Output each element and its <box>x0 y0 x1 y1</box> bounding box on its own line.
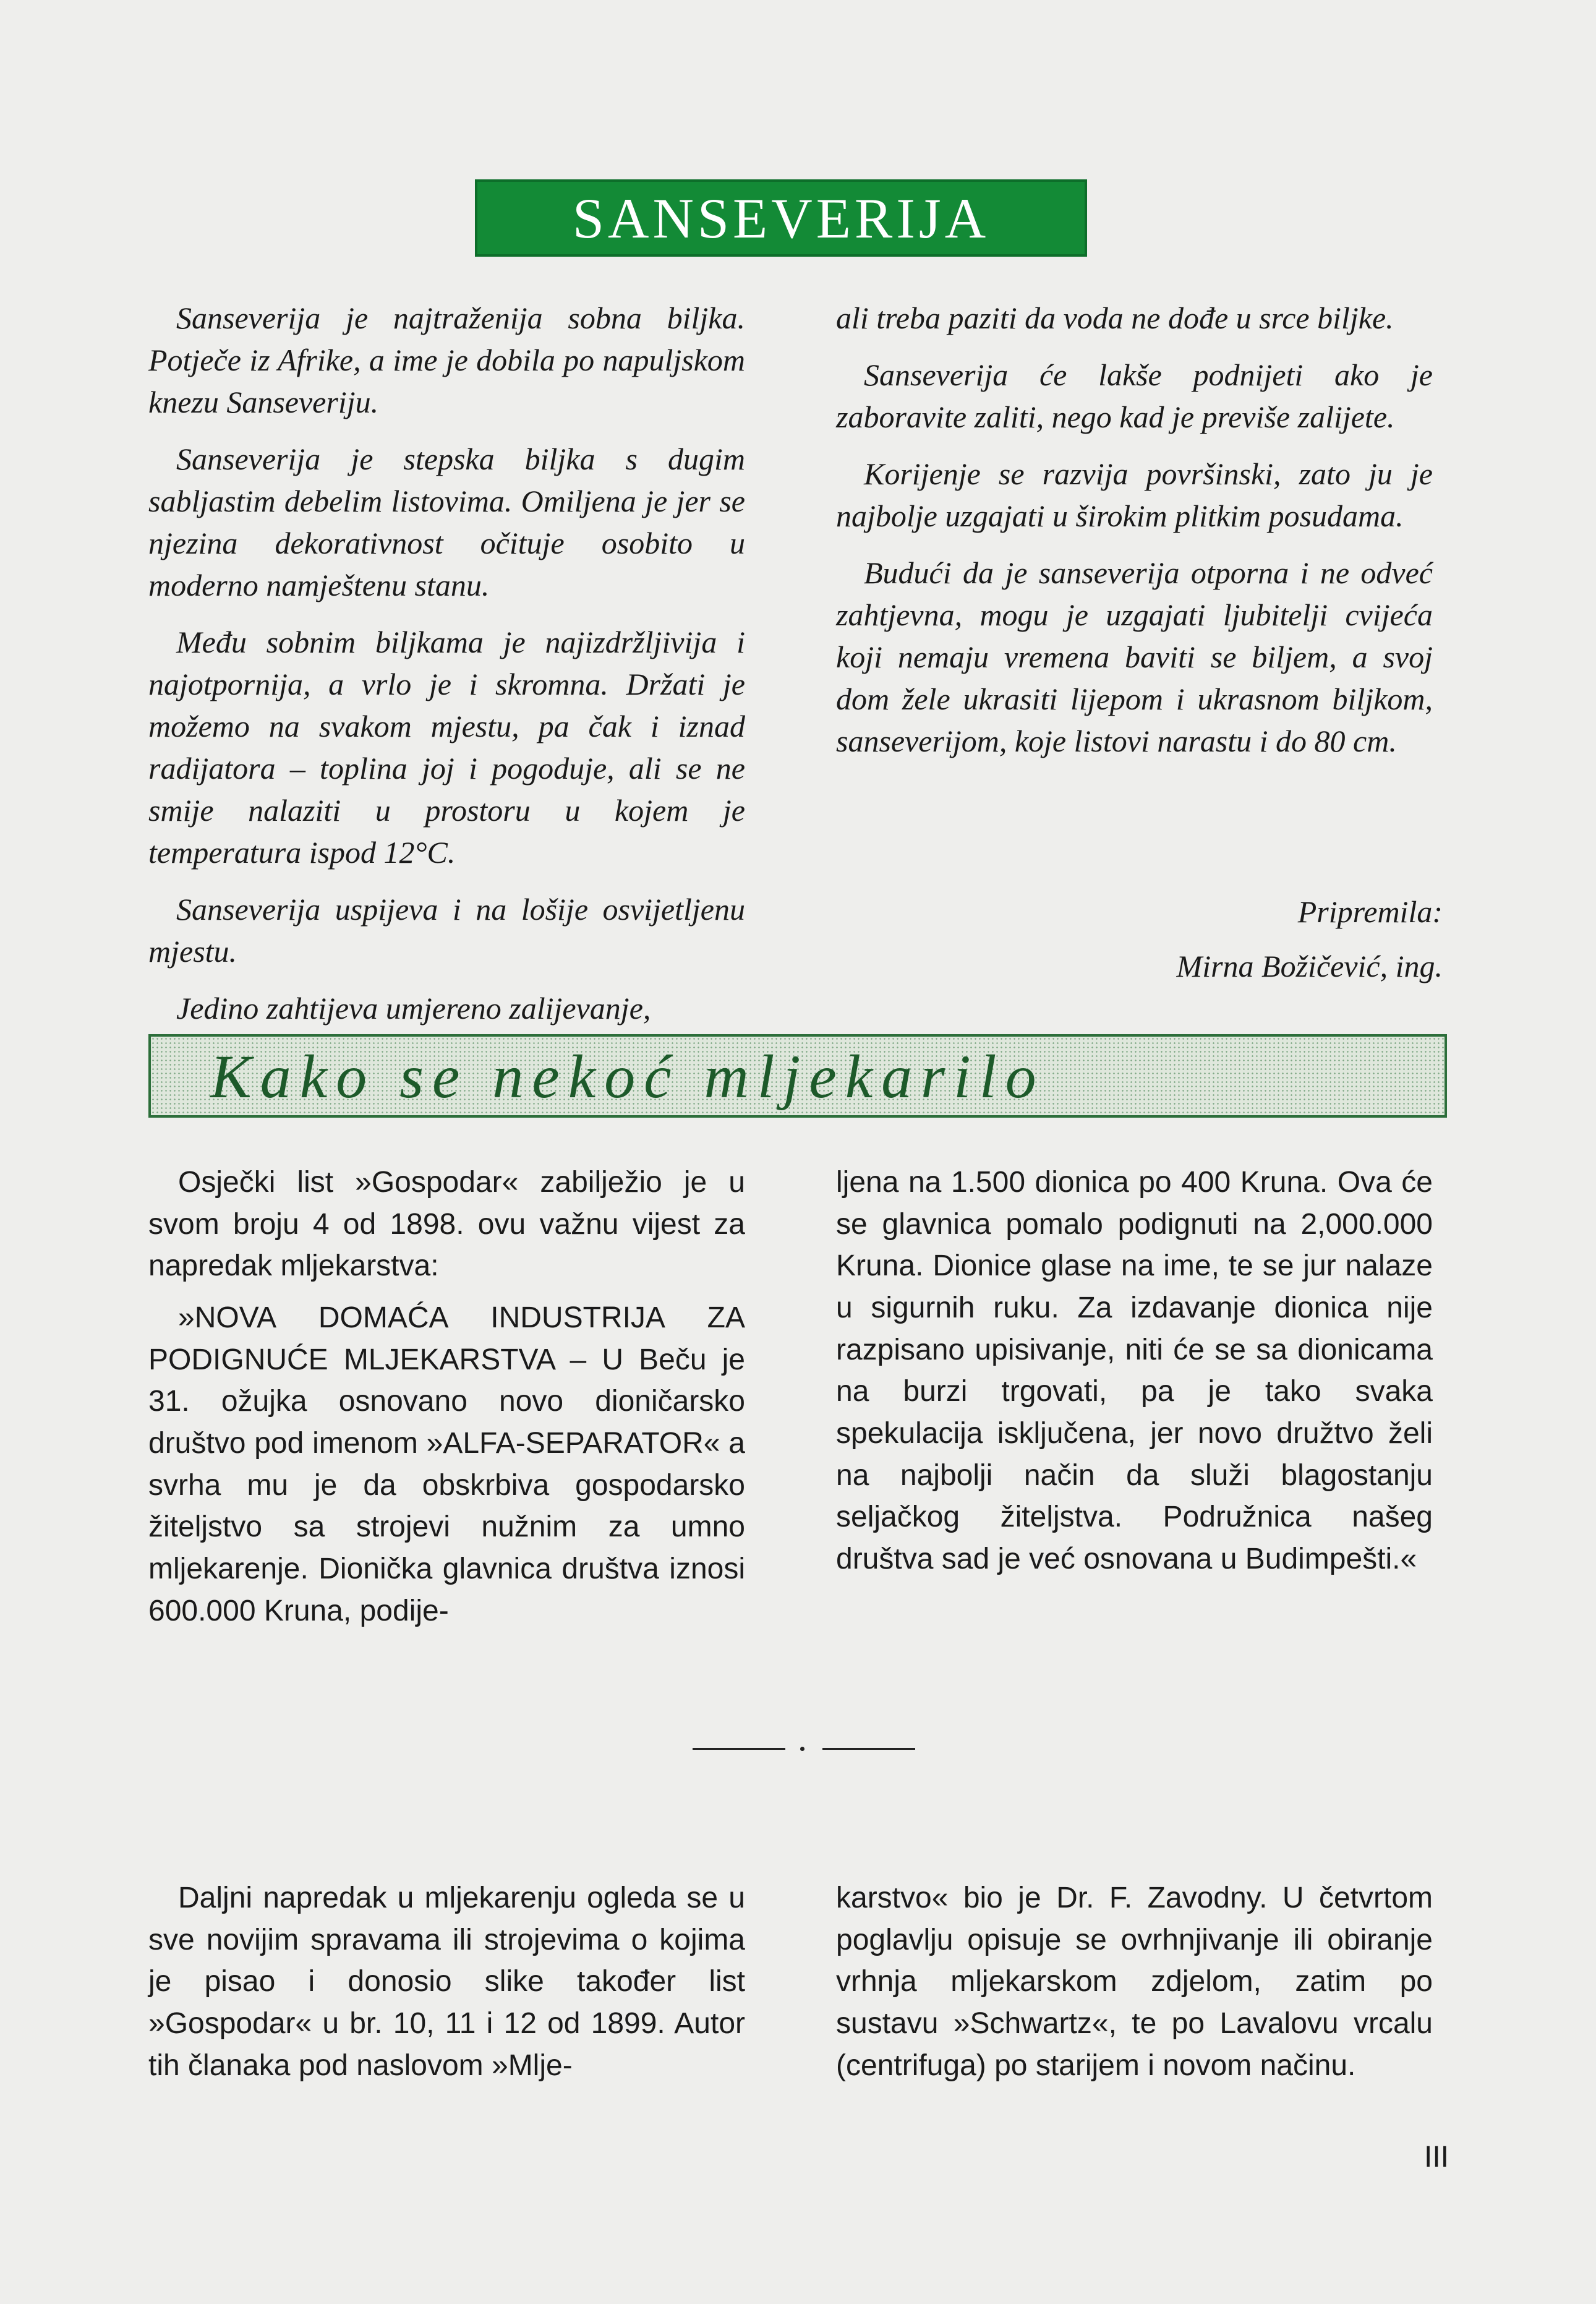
paragraph: Korijenje se razvija površinski, zato ju je najbolje uzgajati u širokim plitkim posudama. <box>836 456 1433 533</box>
paragraph: Sanseverija će lakše podnijeti ako je zaboravite zaliti, nego kad je previše zalijete. <box>836 358 1433 434</box>
paragraph: Budući da je sanseverija otporna i ne odveć zahtjevna, mogu je uzgajati ljubitelji cvijeća koji nemaju vremena baviti se biljem, a svoj dom žele ukrasiti lijepom i ukrasnom biljkom, sanseverijom, koje listovi narastu i do 80 cm. <box>836 555 1433 758</box>
page-number: III <box>1423 2141 1449 2173</box>
dairy-right-column <box>836 1162 1433 1590</box>
sanseverija-left-column <box>148 297 745 1044</box>
dairy-title: Kako se nekoć mljekarilo <box>210 1042 1045 1111</box>
paragraph: karstvo« bio je Dr. F. Zavodny. U četvrtom poglavlju opisuje se ovrhnjivanje ili obiranje vrhnja mljekarskom zdjelom, zatim po sustavu »Schwartz«, te po Lavalovu vrcalu (centrifuga) po starijem i novom načinu. <box>836 1882 1433 2082</box>
paragraph: Sanseverija je najtraženija sobna biljka. Potječe iz Afrike, a ime je dobila po napuljskom knezu Sanseveriju. <box>148 301 745 419</box>
dairy-title-banner <box>148 1034 1447 1118</box>
sanseverija-title: SANSEVERIJA <box>572 186 990 250</box>
paragraph: Sanseverija je stepska biljka s dugim sabljastim debelim listovima. Omiljena je jer se njezina dekorativnost očituje osobito u moderno namještenu stanu. <box>148 442 745 602</box>
section-divider <box>693 1745 915 1752</box>
dairy-left-column <box>148 1162 745 1642</box>
paragraph: ljena na 1.500 dionica po 400 Kruna. Ova će se glavnica pomalo podignuti na 2,000.000 Kruna. Dionice glase na ime, te se jur nalaze u sigurnih ruku. Za izdavanje dionica nije razpisano upisivanje, niti će se sa dionicama na burzi trgovati, pa je tako svaka spekulacija isključena, jer novo družtvo želi na najbolji način da služi blagostanju seljačkog žiteljstva. Podružnica našeg društva sad je već osnovana u Budimpešti.« <box>836 1166 1433 1576</box>
dairy-second-left-column <box>148 1877 745 2096</box>
paragraph: ali treba paziti da voda ne dođe u srce biljke. <box>836 301 1394 335</box>
dairy-second-right-column <box>836 1877 1433 2096</box>
paragraph: Sanseverija uspijeva i na lošije osvijetljenu mjestu. <box>148 892 745 969</box>
author-signature <box>1121 891 1443 1000</box>
paragraph: Jedino zahtijeva umjereno zalijevanje, <box>176 991 651 1026</box>
sanseverija-title-banner <box>475 179 1087 257</box>
paragraph: Osječki list »Gospodar« zabilježio je u svom broju 4 od 1898. ovu važnu vijest za napredak mljekarstva: <box>148 1166 745 1283</box>
paragraph: Daljni napredak u mljekarenju ogleda se u sve novijim spravama ili strojevima o kojima je pisao i donosio slike također list »Gospodar« u br. 10, 11 i 12 od 1899. Autor tih članaka pod naslovom »Mlje- <box>148 1882 745 2082</box>
paragraph: »NOVA DOMAĆA INDUSTRIJA ZA PODIGNUĆE MLJEKARSTVA – U Beču je 31. ožujka osnovano novo dioničarsko društvo pod imenom »ALFA-SEPARATOR« a svrha mu je da obskrbiva gospodarsko žiteljstvo sa strojevi nužnim za umno mljekarenje. Dionička glavnica društva iznosi 600.000 Kruna, podije- <box>148 1301 745 1627</box>
paragraph: Među sobnim biljkama je najizdržljivija i najotpornija, a vrlo je i skromna. Držati je možemo na svakom mjestu, pa čak i iznad radijatora – toplina joj i pogoduje, ali se ne smije nalaziti u prostoru u kojem je temperatura ispod 12°C. <box>148 625 745 870</box>
signature-name: Mirna Božičević, ing. <box>1176 949 1443 983</box>
signature-label: Pripremila: <box>1297 894 1443 929</box>
sanseverija-right-column <box>836 297 1433 777</box>
